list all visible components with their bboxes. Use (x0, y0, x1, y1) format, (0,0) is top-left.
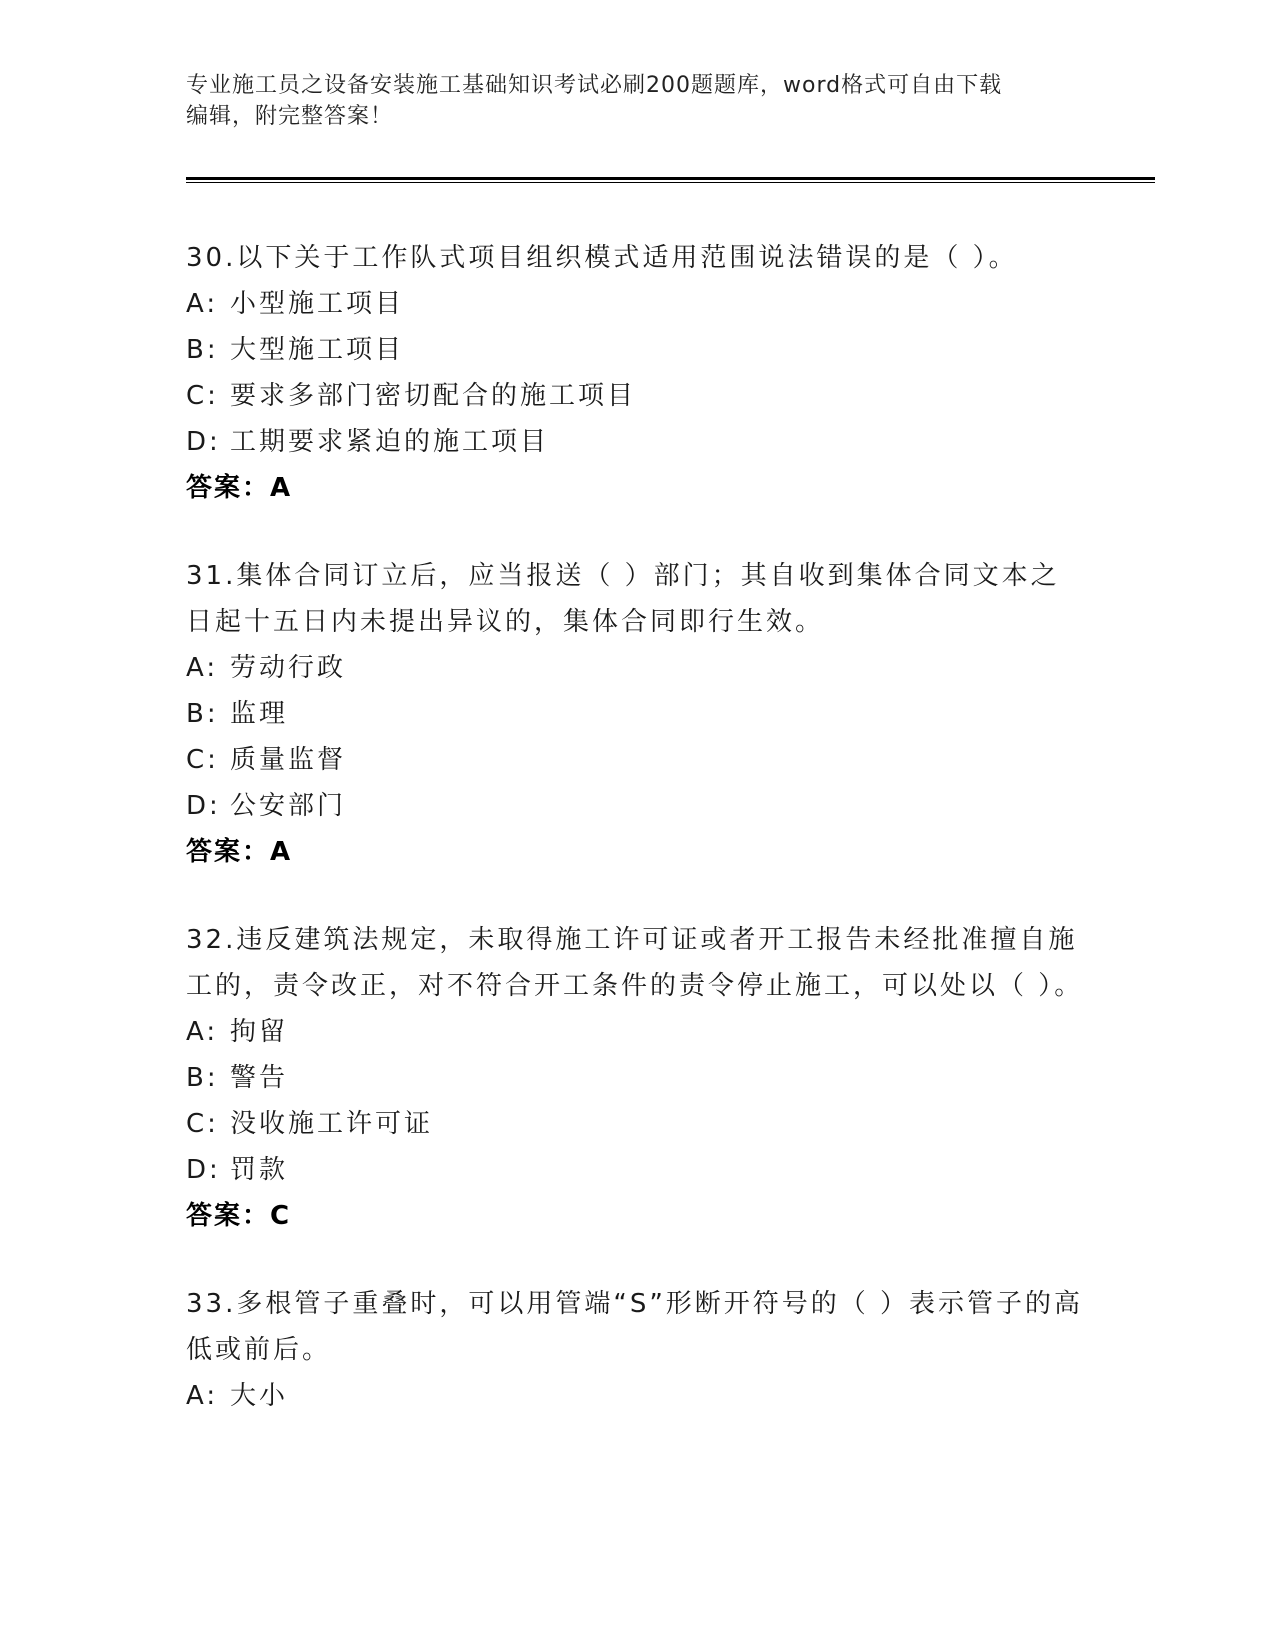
question-stem: 33.多根管子重叠时，可以用管端“S”形断开符号的（ ）表示管子的高低或前后。 (186, 1289, 1084, 1365)
question-stem: 32.违反建筑法规定，未取得施工许可证或者开工报告未经批准擅自施工的，责令改正，对不符合开工条件的责令停止施工，可以处以（ ）。 (186, 925, 1084, 1001)
option-a (186, 281, 1086, 327)
option-b (186, 1055, 1086, 1101)
option-c (186, 1101, 1086, 1147)
answer-value: A (270, 837, 291, 867)
answer-value: C (270, 1201, 290, 1231)
answer-line (186, 465, 1086, 511)
option-text: 质量监督 (230, 745, 347, 775)
question-30 (186, 235, 1086, 511)
option-text: 监理 (230, 699, 289, 729)
option-d (186, 783, 1086, 829)
option-text: 工期要求紧迫的施工项目 (230, 427, 550, 457)
question-32 (186, 917, 1086, 1239)
option-key: C: (186, 381, 219, 411)
option-key: A: (186, 653, 219, 683)
answer-label: 答案： (186, 837, 271, 867)
option-c (186, 373, 1086, 419)
question-33 (186, 1281, 1086, 1419)
option-key: A: (186, 1017, 219, 1047)
option-c (186, 737, 1086, 783)
option-key: A: (186, 289, 219, 319)
option-key: C: (186, 1109, 219, 1139)
option-text: 大型施工项目 (230, 335, 405, 365)
option-text: 警告 (230, 1063, 289, 1093)
document-header (186, 70, 1076, 132)
option-a (186, 645, 1086, 691)
option-key: B: (186, 699, 219, 729)
option-text: 拘留 (230, 1017, 289, 1047)
option-d (186, 419, 1086, 465)
option-text: 小型施工项目 (230, 289, 405, 319)
answer-label: 答案： (186, 1201, 271, 1231)
question-stem: 30.以下关于工作队式项目组织模式适用范围说法错误的是（ ）。 (186, 243, 1018, 273)
option-key: B: (186, 1063, 219, 1093)
option-b (186, 327, 1086, 373)
option-text: 要求多部门密切配合的施工项目 (230, 381, 637, 411)
option-key: D: (186, 1155, 221, 1185)
option-key: C: (186, 745, 219, 775)
option-text: 公安部门 (230, 791, 347, 821)
question-list (186, 235, 1086, 1461)
answer-label: 答案： (186, 473, 271, 503)
option-a (186, 1373, 1086, 1419)
option-b (186, 691, 1086, 737)
option-key: B: (186, 335, 219, 365)
option-text: 没收施工许可证 (230, 1109, 434, 1139)
option-key: A: (186, 1381, 219, 1411)
option-a (186, 1009, 1086, 1055)
option-d (186, 1147, 1086, 1193)
option-text: 罚款 (230, 1155, 289, 1185)
header-rule-thick (186, 177, 1155, 180)
option-text: 劳动行政 (230, 653, 347, 683)
option-text: 大小 (230, 1381, 289, 1411)
question-stem: 31.集体合同订立后，应当报送（ ）部门；其自收到集体合同文本之日起十五日内未提出异议的，集体合同即行生效。 (186, 561, 1060, 637)
option-key: D: (186, 427, 221, 457)
answer-line (186, 829, 1086, 875)
answer-line (186, 1193, 1086, 1239)
question-31 (186, 553, 1086, 875)
header-line-1: 专业施工员之设备安装施工基础知识考试必刷200题题库，word格式可自由下载 (186, 73, 1003, 98)
option-key: D: (186, 791, 221, 821)
answer-value: A (270, 473, 291, 503)
header-rule-thin (186, 182, 1155, 183)
header-line-2: 编辑，附完整答案！ (186, 104, 394, 129)
